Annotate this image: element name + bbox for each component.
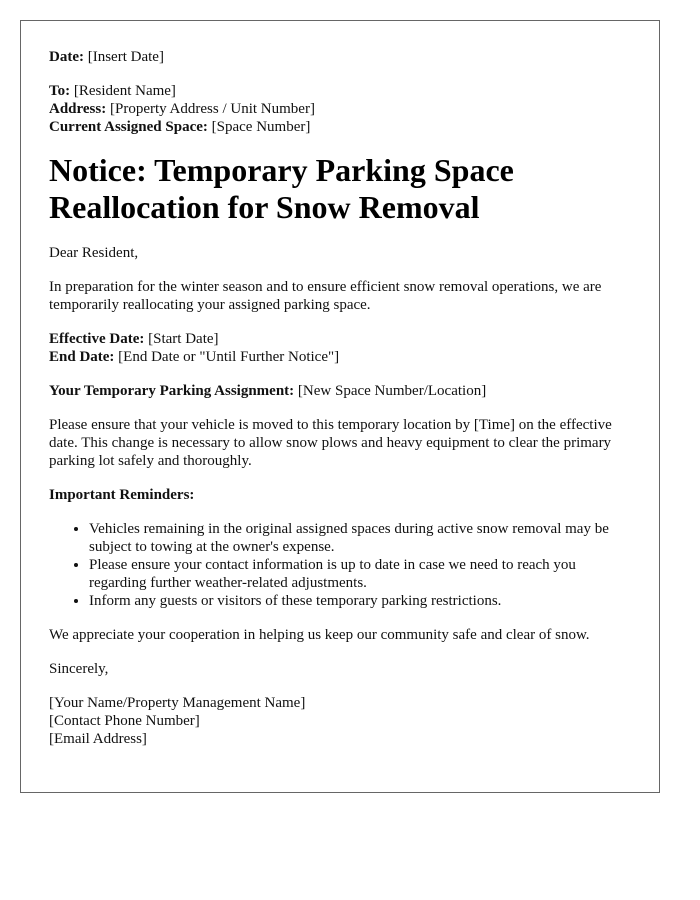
- salutation: Dear Resident,: [49, 245, 139, 261]
- date-label: Date:: [49, 49, 84, 65]
- space-line: [49, 118, 631, 136]
- address-label: Address:: [49, 101, 107, 117]
- reminders-heading: Important Reminders:: [49, 487, 195, 503]
- list-item: • Vehicles remaining in the original assigned spaces during active snow removal may be subject to towing at the owner's expense.: [89, 520, 631, 556]
- page-title: Notice: Temporary Parking Space Reallocation for Snow Removal: [49, 152, 514, 225]
- assignment-label: Your Temporary Parking Assignment:: [49, 383, 295, 399]
- date-block: [49, 48, 631, 66]
- closing-paragraph: We appreciate your cooperation in helping us keep our community safe and clear of snow.: [49, 627, 590, 643]
- instructions-paragraph: Please ensure that your vehicle is moved to this temporary location by [Time] on the effective date. This change is necessary to allow snow plows and heavy equipment to clear the primary parking lot safely and thoroughly.: [49, 417, 612, 469]
- list-item: • Inform any guests or visitors of these temporary parking restrictions.: [89, 592, 631, 610]
- to-label: To:: [49, 83, 71, 99]
- effective-date-value: [Start Date]: [148, 331, 219, 347]
- end-date-label: End Date:: [49, 349, 115, 365]
- date-value: [Insert Date]: [87, 49, 164, 65]
- effective-date-line: [49, 330, 631, 348]
- assignment-line: [49, 382, 631, 400]
- signature-email: [Email Address]: [49, 731, 147, 747]
- dates-block: [49, 330, 631, 366]
- assignment-value: [New Space Number/Location]: [297, 383, 487, 399]
- signoff: Sincerely,: [49, 661, 109, 677]
- intro-paragraph: In preparation for the winter season and to ensure efficient snow removal operations, we are temporarily reallocating your assigned parking space.: [49, 279, 602, 313]
- recipient-block: [49, 82, 631, 136]
- letter-container: [20, 20, 660, 793]
- signature-name: [Your Name/Property Management Name]: [49, 695, 306, 711]
- space-label: Current Assigned Space:: [49, 119, 208, 135]
- reminders-list: [49, 520, 631, 610]
- signature-phone: [Contact Phone Number]: [49, 713, 200, 729]
- date-line: [49, 48, 631, 66]
- address-line: [49, 100, 631, 118]
- to-value: [Resident Name]: [73, 83, 176, 99]
- space-value: [Space Number]: [211, 119, 311, 135]
- end-date-line: [49, 348, 631, 366]
- effective-date-label: Effective Date:: [49, 331, 145, 347]
- to-line: [49, 82, 631, 100]
- list-item: • Please ensure your contact information is up to date in case we need to reach you regarding further weather-related adjustments.: [89, 556, 631, 592]
- signature-block: [49, 694, 631, 748]
- address-value: [Property Address / Unit Number]: [109, 101, 315, 117]
- end-date-value: [End Date or "Until Further Notice"]: [118, 349, 340, 365]
